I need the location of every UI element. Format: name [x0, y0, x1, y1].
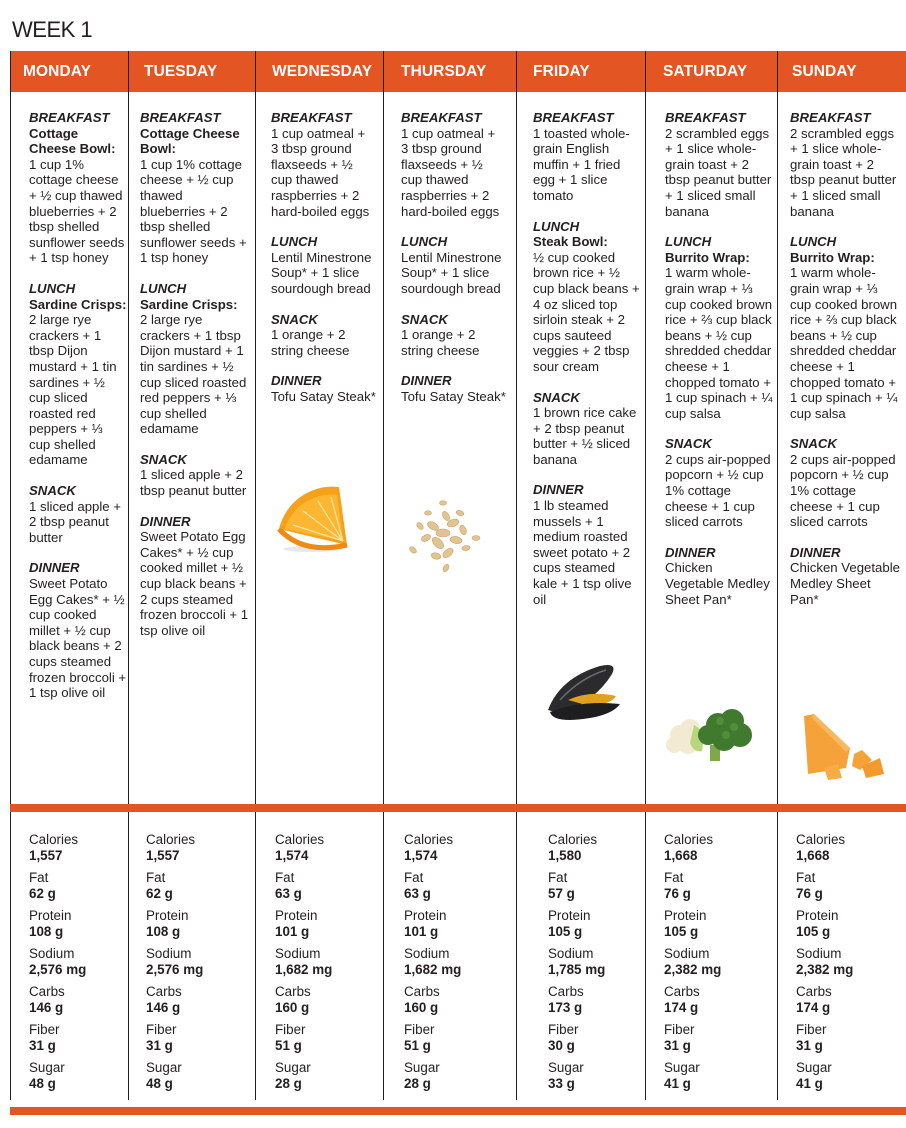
nutrition-label: Fat: [275, 870, 295, 885]
meal-title: Sardine Crisps:: [140, 296, 238, 312]
nutrition-value: 160 g: [404, 999, 439, 1015]
nutrition-value: 31 g: [796, 1037, 823, 1053]
nutrition-value: 48 g: [146, 1075, 173, 1091]
mussel-image: [540, 660, 630, 722]
nutrition-calories: [29, 832, 86, 870]
nutrition-sugar: [275, 1060, 332, 1098]
nutrition-value: 31 g: [664, 1037, 691, 1053]
nutrition-label: Sodium: [146, 946, 192, 961]
meal-dinner: [271, 373, 376, 404]
nutrition-label: Calories: [548, 832, 598, 847]
meal-dinner: [533, 482, 641, 607]
meal-text: 1 orange + 2 string cheese: [271, 327, 350, 358]
day-header-wednesday: WEDNESDAY: [272, 62, 373, 80]
orange-slice-image: [273, 485, 353, 555]
nutrition-value: 30 g: [548, 1037, 575, 1053]
nutrition-value: 48 g: [29, 1075, 56, 1091]
meal-breakfast: [790, 110, 900, 219]
nutrition-label: Carbs: [275, 984, 311, 999]
column-divider: [128, 51, 129, 1100]
meal-text: 1 cup oatmeal + 3 tbsp ground flaxseeds + ½ cup thawed raspberries + 2 hard-boiled eggs: [401, 125, 500, 219]
nutrition-label: Carbs: [404, 984, 440, 999]
nutrition-fiber: [796, 1022, 853, 1060]
nutrition-label: Sugar: [275, 1060, 311, 1075]
nutrition-protein: [29, 908, 86, 946]
meal-lunch: [29, 281, 127, 468]
nutrition-protein: [664, 908, 721, 946]
nutrition-value: 174 g: [664, 999, 699, 1015]
nutrition-value: 1,682 mg: [275, 961, 333, 977]
nutrition-value: 101 g: [404, 923, 439, 939]
nutrition-sodium: [548, 946, 605, 984]
nutrition-sodium: [29, 946, 86, 984]
day-column-thursday: [401, 110, 506, 420]
meal-label: BREAKFAST: [790, 110, 871, 125]
nutrition-carbs: [796, 984, 853, 1022]
nutrition-label: Fat: [548, 870, 568, 885]
nutrition-value: 105 g: [796, 923, 831, 939]
nutrition-fat: [664, 870, 721, 908]
day-header-sunday: SUNDAY: [792, 62, 857, 80]
nutrition-label: Sodium: [404, 946, 450, 961]
nutrition-value: 62 g: [146, 885, 173, 901]
nutrition-label: Calories: [796, 832, 846, 847]
day-column-sunday: [790, 110, 900, 622]
nutrition-value: 31 g: [29, 1037, 56, 1053]
nutrition-fiber: [548, 1022, 605, 1060]
meal-snack: [29, 483, 127, 545]
nutrition-label: Carbs: [146, 984, 182, 999]
meal-text: Chicken Vegetable Medley Sheet Pan*: [665, 560, 770, 607]
meal-title: Steak Bowl:: [533, 234, 608, 250]
meal-breakfast: [140, 110, 250, 266]
nutrition-calories: [664, 832, 721, 870]
nutrition-value: 2,576 mg: [146, 961, 204, 977]
meal-label: SNACK: [29, 483, 76, 499]
meal-title: Burrito Wrap:: [790, 249, 875, 265]
nutrition-label: Calories: [664, 832, 714, 847]
nutrition-value: 31 g: [146, 1037, 173, 1053]
nutrition-sodium: [275, 946, 332, 984]
nutrition-label: Carbs: [664, 984, 700, 999]
day-column-monday: [29, 110, 127, 716]
nutrition-label: Fat: [404, 870, 424, 885]
meal-lunch: [401, 234, 506, 296]
nutrition-sodium: [404, 946, 461, 984]
nutrition-value: 62 g: [29, 885, 56, 901]
nutrition-calories: [275, 832, 332, 870]
meal-label: SNACK: [533, 389, 580, 405]
meal-title: Sardine Crisps:: [29, 296, 127, 312]
meal-snack: [401, 312, 506, 359]
meal-label: LUNCH: [401, 234, 448, 250]
meal-text: 1 orange + 2 string cheese: [401, 327, 480, 358]
nutrition-value: 1,668: [796, 847, 830, 863]
nutrition-value: 2,576 mg: [29, 961, 87, 977]
nutrition-value: 57 g: [548, 885, 575, 901]
nutrition-label: Calories: [275, 832, 325, 847]
nutrition-label: Protein: [275, 908, 318, 923]
nutrition-label: Calories: [146, 832, 196, 847]
nutrition-value: 173 g: [548, 999, 583, 1015]
nutrition-label: Protein: [548, 908, 591, 923]
nutrition-label: Sugar: [404, 1060, 440, 1075]
nutrition-thursday: [404, 832, 461, 1098]
meal-label: BREAKFAST: [401, 110, 482, 125]
nutrition-label: Fiber: [664, 1022, 695, 1037]
nutrition-label: Protein: [664, 908, 707, 923]
nutrition-label: Protein: [404, 908, 447, 923]
nutrition-value: 76 g: [796, 885, 823, 901]
meal-label: LUNCH: [790, 234, 837, 250]
meal-label: BREAKFAST: [271, 110, 352, 125]
nutrition-fiber: [146, 1022, 203, 1060]
meal-text: ½ cup cooked brown rice + ½ cup black beans + 4 oz sliced top sirloin steak + 2 cups sauteed veggies + 2 tbsp sour cream: [533, 249, 640, 374]
nutrition-sugar: [796, 1060, 853, 1098]
meal-text: 1 cup 1% cottage cheese + ½ cup thawed blueberries + 2 tbsp shelled sunflower seeds + 1 tsp honey: [140, 156, 247, 266]
meal-text: 1 warm whole-grain wrap + ⅓ cup cooked brown rice + ⅔ cup black beans + ½ cup shredded cheddar cheese + 1 chopped tomato + 1 cup spinach + ¼ cup salsa: [665, 265, 773, 421]
meal-text: Chicken Vegetable Medley Sheet Pan*: [790, 560, 900, 607]
meal-title: Burrito Wrap:: [665, 249, 750, 265]
nutrition-fat: [275, 870, 332, 908]
nutrition-divider-bar: [10, 804, 906, 812]
nutrition-value: 1,557: [146, 847, 180, 863]
nutrition-value: 105 g: [664, 923, 699, 939]
meal-dinner: [29, 560, 127, 700]
nutrition-carbs: [548, 984, 605, 1022]
nutrition-value: 1,557: [29, 847, 63, 863]
meal-text: 2 large rye crackers + 1 tbsp Dijon mustard + 1 tin sardines + ½ cup sliced roasted red peppers + ⅓ cup shelled edamame: [140, 312, 247, 437]
nutrition-value: 63 g: [404, 885, 431, 901]
bottom-bar: [10, 1107, 906, 1115]
nutrition-value: 33 g: [548, 1075, 575, 1091]
meal-breakfast: [271, 110, 376, 219]
day-column-wednesday: [271, 110, 376, 420]
meal-title: Cottage Cheese Bowl:: [29, 125, 116, 157]
meal-title: Cottage Cheese Bowl:: [140, 125, 240, 157]
nutrition-tuesday: [146, 832, 203, 1098]
nutrition-label: Carbs: [29, 984, 65, 999]
nutrition-fiber: [404, 1022, 461, 1060]
meal-dinner: [401, 373, 506, 404]
meal-label: SNACK: [790, 436, 837, 452]
nutrition-value: 1,580: [548, 847, 582, 863]
meal-label: SNACK: [140, 451, 187, 467]
meal-label: DINNER: [533, 482, 584, 498]
nutrition-label: Fat: [664, 870, 684, 885]
nutrition-value: 146 g: [146, 999, 181, 1015]
meal-snack: [271, 312, 376, 359]
meal-label: LUNCH: [140, 280, 187, 296]
meal-label: BREAKFAST: [665, 110, 746, 125]
nutrition-value: 160 g: [275, 999, 310, 1015]
nutrition-label: Fiber: [275, 1022, 306, 1037]
meal-text: Lentil Minestrone Soup* + 1 slice sourdough bread: [271, 249, 372, 296]
nutrition-value: 108 g: [146, 923, 181, 939]
nutrition-value: 1,668: [664, 847, 698, 863]
meal-snack: [790, 436, 900, 530]
meal-text: 1 sliced apple + 2 tbsp peanut butter: [29, 498, 122, 545]
meal-text: Sweet Potato Egg Cakes* + ½ cup cooked millet + ½ cup black beans + 2 cups steamed frozen broccoli + 1 tsp olive oil: [29, 576, 127, 701]
nutrition-label: Sugar: [664, 1060, 700, 1075]
meal-label: BREAKFAST: [140, 110, 221, 125]
column-divider: [255, 51, 256, 1100]
nutrition-value: 108 g: [29, 923, 64, 939]
day-header-monday: MONDAY: [23, 62, 92, 80]
meal-lunch: [533, 219, 641, 375]
nutrition-carbs: [275, 984, 332, 1022]
nutrition-value: 41 g: [664, 1075, 691, 1091]
meal-breakfast: [533, 110, 641, 204]
nutrition-label: Sugar: [796, 1060, 832, 1075]
meal-label: SNACK: [401, 311, 448, 327]
meal-text: 2 scrambled eggs + 1 slice whole-grain toast + 2 tbsp peanut butter + 1 sliced small banana: [790, 125, 897, 219]
nutrition-fat: [796, 870, 853, 908]
nutrition-wednesday: [275, 832, 332, 1098]
meal-text: 2 large rye crackers + 1 tbsp Dijon mustard + 1 tin sardines + ½ cup sliced roasted red peppers + ⅓ cup shelled edamame: [29, 312, 117, 468]
nutrition-value: 51 g: [275, 1037, 302, 1053]
nutrition-value: 2,382 mg: [664, 961, 722, 977]
nutrition-calories: [404, 832, 461, 870]
meal-label: LUNCH: [271, 234, 318, 250]
nutrition-label: Sodium: [664, 946, 710, 961]
meal-text: 1 toasted whole-grain English muffin + 1 fried egg + 1 slice tomato: [533, 125, 630, 203]
nutrition-value: 41 g: [796, 1075, 823, 1091]
nutrition-label: Sugar: [146, 1060, 182, 1075]
nutrition-fiber: [29, 1022, 86, 1060]
meal-dinner: [790, 545, 900, 607]
nutrition-carbs: [146, 984, 203, 1022]
meal-text: 1 warm whole-grain wrap + ⅓ cup cooked brown rice + ⅔ cup black beans + ½ cup shredded cheddar cheese + 1 chopped tomato + 1 cup spinach + ¼ cup salsa: [790, 265, 898, 421]
meal-label: SNACK: [665, 436, 712, 452]
meal-text: 1 cup 1% cottage cheese + ½ cup thawed blueberries + 2 tbsp shelled sunflower seeds + 1 tsp honey: [29, 156, 125, 266]
nutrition-label: Protein: [29, 908, 72, 923]
meal-text: 2 cups air-popped popcorn + ½ cup 1% cottage cheese + 1 cup sliced carrots: [665, 451, 771, 530]
nutrition-label: Fiber: [404, 1022, 435, 1037]
nutrition-sunday: [796, 832, 853, 1098]
meal-lunch: [665, 234, 773, 421]
nutrition-label: Protein: [146, 908, 189, 923]
meal-breakfast: [665, 110, 773, 219]
nutrition-carbs: [664, 984, 721, 1022]
meal-label: SNACK: [271, 311, 318, 327]
nutrition-friday: [548, 832, 605, 1098]
meal-label: BREAKFAST: [29, 110, 110, 125]
nutrition-value: 1,574: [404, 847, 438, 863]
meal-label: DINNER: [29, 560, 80, 576]
meal-breakfast: [29, 110, 127, 266]
day-header-tuesday: TUESDAY: [144, 62, 218, 80]
nutrition-label: Sodium: [796, 946, 842, 961]
nutrition-label: Protein: [796, 908, 839, 923]
meal-lunch: [271, 234, 376, 296]
nutrition-label: Fiber: [29, 1022, 60, 1037]
meal-text: Tofu Satay Steak*: [271, 388, 376, 404]
nutrition-sugar: [146, 1060, 203, 1098]
meal-lunch: [140, 281, 250, 437]
meal-label: DINNER: [401, 373, 452, 389]
day-column-friday: [533, 110, 641, 622]
nutrition-label: Carbs: [548, 984, 584, 999]
nutrition-saturday: [664, 832, 721, 1098]
column-divider: [516, 51, 517, 1100]
meal-text: 1 cup oatmeal + 3 tbsp ground flaxseeds + ½ cup thawed raspberries + 2 hard-boiled eggs: [271, 125, 370, 219]
nutrition-value: 174 g: [796, 999, 831, 1015]
nutrition-fat: [548, 870, 605, 908]
nutrition-value: 101 g: [275, 923, 310, 939]
nutrition-label: Sodium: [548, 946, 594, 961]
nutrition-label: Fat: [146, 870, 166, 885]
meal-dinner: [140, 514, 250, 639]
day-column-tuesday: [140, 110, 250, 653]
nutrition-sugar: [404, 1060, 461, 1098]
nutrition-label: Sodium: [29, 946, 75, 961]
meal-text: 1 brown rice cake + 2 tbsp peanut butter + ½ sliced banana: [533, 405, 637, 467]
meal-lunch: [790, 234, 900, 421]
nutrition-value: 76 g: [664, 885, 691, 901]
day-header-thursday: THURSDAY: [401, 62, 487, 80]
nutrition-sugar: [664, 1060, 721, 1098]
broccoli-cauliflower-image: [660, 705, 760, 767]
meal-text: 1 sliced apple + 2 tbsp peanut butter: [140, 467, 247, 499]
day-header-saturday: SATURDAY: [663, 62, 748, 80]
nutrition-value: 146 g: [29, 999, 64, 1015]
meal-text: Lentil Minestrone Soup* + 1 slice sourdough bread: [401, 249, 502, 296]
meal-snack: [140, 452, 250, 499]
nutrition-value: 63 g: [275, 885, 302, 901]
nutrition-label: Calories: [404, 832, 454, 847]
column-divider: [10, 51, 11, 1100]
meal-breakfast: [401, 110, 506, 219]
nutrition-protein: [275, 908, 332, 946]
meal-label: DINNER: [140, 513, 191, 529]
nutrition-value: 1,682 mg: [404, 961, 462, 977]
nutrition-calories: [796, 832, 853, 870]
meal-label: DINNER: [271, 373, 322, 389]
nutrition-label: Carbs: [796, 984, 832, 999]
nutrition-calories: [146, 832, 203, 870]
nutrition-carbs: [29, 984, 86, 1022]
cheddar-cheese-image: [800, 712, 890, 782]
nutrition-value: 1,574: [275, 847, 309, 863]
nutrition-label: Fat: [796, 870, 816, 885]
meal-text: 2 cups air-popped popcorn + ½ cup 1% cottage cheese + 1 cup sliced carrots: [790, 451, 896, 530]
nutrition-label: Fiber: [548, 1022, 579, 1037]
rolled-oats-image: [398, 488, 488, 578]
nutrition-label: Fiber: [146, 1022, 177, 1037]
nutrition-sodium: [146, 946, 203, 984]
nutrition-label: Calories: [29, 832, 79, 847]
meal-label: LUNCH: [29, 280, 76, 296]
day-header-friday: FRIDAY: [533, 62, 590, 80]
meal-label: LUNCH: [533, 218, 580, 234]
meal-label: BREAKFAST: [533, 110, 614, 125]
meal-label: LUNCH: [665, 234, 712, 250]
meal-label: DINNER: [665, 544, 716, 560]
meal-text: Tofu Satay Steak*: [401, 388, 506, 404]
nutrition-value: 2,382 mg: [796, 961, 854, 977]
meal-text: 1 lb steamed mussels + 1 medium roasted sweet potato + 2 cups steamed kale + 1 tsp olive oil: [533, 498, 632, 607]
day-column-saturday: [665, 110, 773, 622]
nutrition-fat: [404, 870, 461, 908]
nutrition-fiber: [275, 1022, 332, 1060]
nutrition-protein: [796, 908, 853, 946]
nutrition-protein: [404, 908, 461, 946]
nutrition-protein: [146, 908, 203, 946]
nutrition-fat: [29, 870, 86, 908]
nutrition-value: 28 g: [275, 1075, 302, 1091]
nutrition-sodium: [796, 946, 853, 984]
nutrition-label: Fat: [29, 870, 49, 885]
nutrition-fat: [146, 870, 203, 908]
nutrition-calories: [548, 832, 605, 870]
column-divider: [383, 51, 384, 1100]
nutrition-sugar: [548, 1060, 605, 1098]
meal-label: DINNER: [790, 544, 841, 560]
meal-dinner: [665, 545, 773, 607]
page-title: WEEK 1: [12, 17, 93, 42]
meal-snack: [665, 436, 773, 530]
nutrition-fiber: [664, 1022, 721, 1060]
column-divider: [645, 51, 646, 1100]
nutrition-label: Sugar: [548, 1060, 584, 1075]
nutrition-label: Sugar: [29, 1060, 65, 1075]
nutrition-value: 1,785 mg: [548, 961, 606, 977]
nutrition-monday: [29, 832, 86, 1098]
nutrition-value: 105 g: [548, 923, 583, 939]
nutrition-label: Fiber: [796, 1022, 827, 1037]
nutrition-carbs: [404, 984, 461, 1022]
nutrition-sugar: [29, 1060, 86, 1098]
meal-text: 2 scrambled eggs + 1 slice whole-grain toast + 2 tbsp peanut butter + 1 sliced small banana: [665, 125, 772, 219]
nutrition-sodium: [664, 946, 721, 984]
meal-text: Sweet Potato Egg Cakes* + ½ cup cooked millet + ½ cup black beans + 2 cups steamed frozen broccoli + 1 tsp olive oil: [140, 529, 249, 638]
nutrition-value: 28 g: [404, 1075, 431, 1091]
nutrition-value: 51 g: [404, 1037, 431, 1053]
nutrition-label: Sodium: [275, 946, 321, 961]
column-divider: [777, 51, 778, 1100]
nutrition-protein: [548, 908, 605, 946]
meal-snack: [533, 390, 641, 468]
